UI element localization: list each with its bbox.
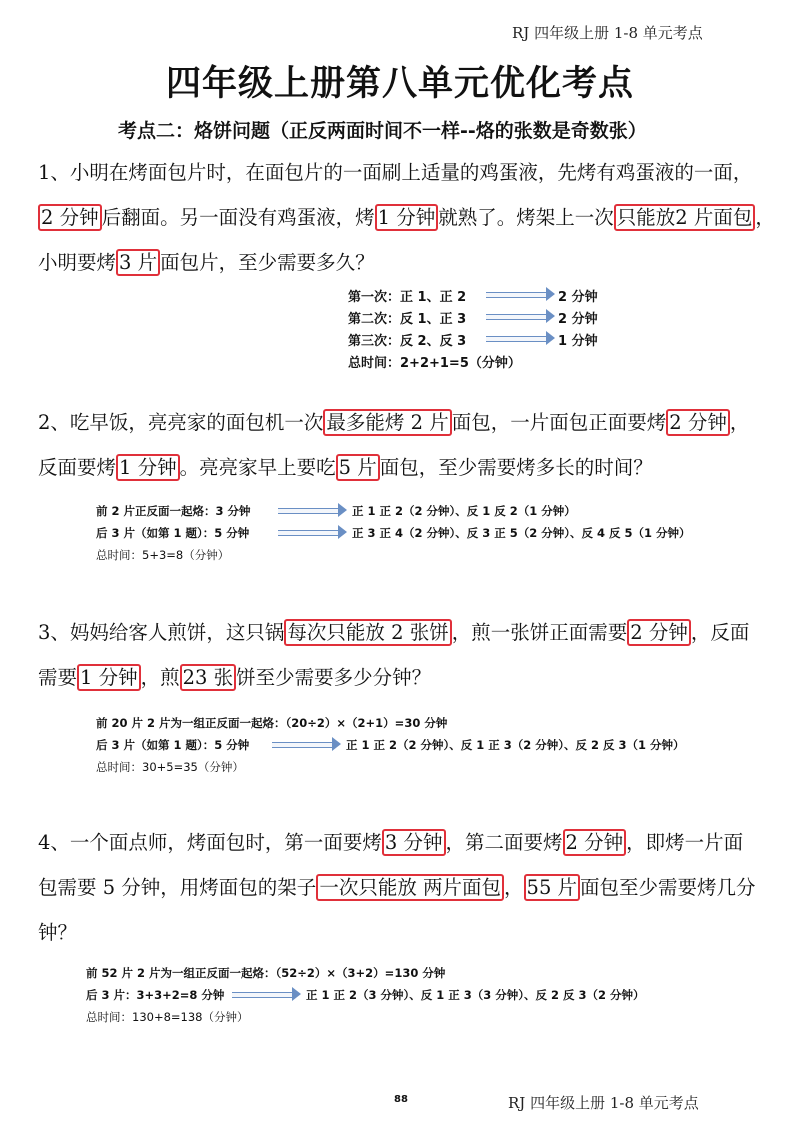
section-subtitle: 考点二：烙饼问题（正反两面时间不一样--烙的张数是奇数张） bbox=[118, 120, 647, 142]
q4-highlight-count: 55 片 bbox=[524, 874, 581, 901]
q1-highlight-count: 3 片 bbox=[116, 249, 160, 276]
question-1 bbox=[38, 150, 775, 285]
page-title: 四年级上册第八单元优化考点 bbox=[165, 63, 634, 104]
q4-solution: 前 52 片 2 片为一组正反面一起烙：（52÷2）×（3+2）=130 分钟 后 3 片：3+3+2=8 分钟 正 1 正 2（3 分钟）、反 1 正 3（3 分钟）、反 2 反 3（2 分钟） 总时间：130+8=138（分钟） bbox=[86, 966, 645, 1024]
q1-line-3: 小明要烤 3 片 面包片，至少需要多久？ bbox=[38, 251, 375, 274]
q2-solution: 前 2 片正反面一起烙：3 分钟 正 1 正 2（2 分钟）、反 1 反 2（1 分钟） 后 3 片（如第 1 题）：5 分钟 正 3 正 4（2 分钟）、反 3 正 5（2 分钟）、反 4 反 5（1 分钟） 总时间：5+3=8（分钟） bbox=[96, 504, 691, 562]
q3-highlight-capacity: 每次只能放 2 张饼 bbox=[284, 619, 451, 646]
q1-line-2: 2 分钟 后翻面。另一面没有鸡蛋液，烤 1 分钟 就熟了。烤架上一次 只能放2 片面包 ， bbox=[38, 195, 775, 240]
q2-line-2: 反面要烤 1 分钟 。亮亮家早上要吃 5 片 面包，至少需要烤多长的时间？ bbox=[38, 456, 653, 479]
q4-highlight-2min: 2 分钟 bbox=[563, 829, 627, 856]
q2-highlight-capacity: 最多能烤 2 片 bbox=[323, 409, 451, 436]
running-header: RJ 四年级上册 1-8 单元考点 bbox=[512, 24, 703, 42]
q2-highlight-count: 5 片 bbox=[336, 454, 380, 481]
arrow-icon bbox=[278, 530, 338, 536]
q3-line-1: 3、妈妈给客人煎饼，这只锅 每次只能放 2 张饼 ，煎一张饼正面需要 2 分钟 ，反面 bbox=[38, 621, 750, 644]
arrow-icon bbox=[278, 508, 338, 514]
arrow-icon bbox=[272, 742, 332, 748]
q4-line-3: 钟？ bbox=[38, 921, 78, 944]
q1-line-1: 1、小明在烤面包片时，在面包片的一面刷上适量的鸡蛋液，先烤有鸡蛋液的一面， bbox=[38, 161, 753, 184]
q2-highlight-2min: 2 分钟 bbox=[666, 409, 730, 436]
q3-highlight-1min: 1 分钟 bbox=[77, 664, 141, 691]
q4-highlight-capacity: 一次只能放 两片面包 bbox=[316, 874, 504, 901]
arrow-icon bbox=[486, 292, 546, 298]
q1-highlight-capacity: 只能放2 片面包 bbox=[614, 204, 756, 231]
running-footer: RJ 四年级上册 1-8 单元考点 bbox=[508, 1094, 699, 1112]
q3-solution: 前 20 片 2 片为一组正反面一起烙：（20÷2）×（2+1）=30 分钟 后 3 片（如第 1 题）：5 分钟 正 1 正 2（2 分钟）、反 1 正 3（2 分钟）、反 2 反 3（1 分钟） 总时间：30+5=35（分钟） bbox=[96, 716, 685, 774]
arrow-icon bbox=[486, 336, 546, 342]
question-2 bbox=[38, 400, 749, 490]
page-number: 88 bbox=[394, 1094, 408, 1105]
q3-highlight-2min: 2 分钟 bbox=[627, 619, 691, 646]
q1-solution: 第一次：正 1、正 2 2 分钟 第二次：反 1、正 3 2 分钟 第三次：反 2、反 3 1 分钟 总时间：2+2+1=5（分钟） bbox=[348, 289, 598, 371]
arrow-icon bbox=[486, 314, 546, 320]
question-3 bbox=[38, 610, 749, 700]
q4-highlight-3min: 3 分钟 bbox=[382, 829, 446, 856]
q2-line-1: 2、吃早饭，亮亮家的面包机一次 最多能烤 2 片 面包，一片面包正面要烤 2 分钟 ， bbox=[38, 411, 750, 434]
q2-highlight-1min: 1 分钟 bbox=[116, 454, 180, 481]
q1-highlight-1min: 1 分钟 bbox=[375, 204, 439, 231]
q3-line-2: 需要 1 分钟 ，煎 23 张 饼至少需要多少分钟？ bbox=[38, 666, 432, 689]
q4-line-2: 包需要 5 分钟，用烤面包的架子 一次只能放 两片面包 ， 55 片 面包至少需要烤几分 bbox=[38, 876, 756, 899]
q4-line-1: 4、一个面点师，烤面包时，第一面要烤 3 分钟 ，第二面要烤 2 分钟 ，即烤一片面 bbox=[38, 831, 744, 854]
q3-highlight-count: 23 张 bbox=[180, 664, 237, 691]
q1-highlight-2min: 2 分钟 bbox=[38, 204, 102, 231]
question-4 bbox=[38, 820, 756, 955]
arrow-icon bbox=[232, 992, 292, 998]
